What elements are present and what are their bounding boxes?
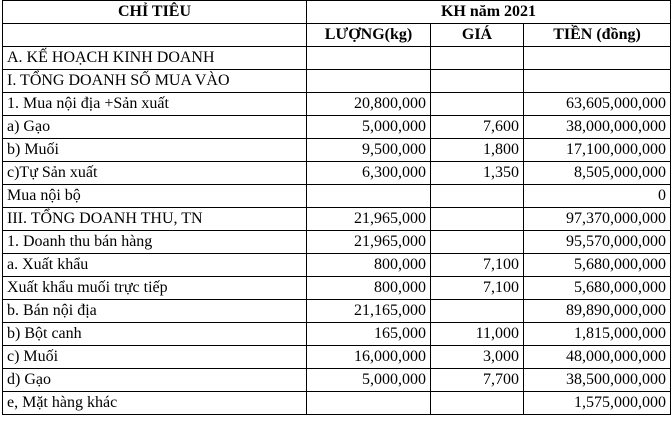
row-gia: [431, 47, 524, 70]
row-tien: 17,100,000,000: [524, 139, 671, 162]
table-row: [3, 369, 671, 392]
row-label: b. Bán nội địa: [3, 300, 307, 323]
row-gia: 7,700: [431, 369, 524, 392]
row-label: c)Tự Sản xuất: [3, 162, 307, 185]
table-row: [3, 139, 671, 162]
table-row: [3, 70, 671, 93]
row-luong: 800,000: [307, 254, 431, 277]
row-gia: 3,000: [431, 346, 524, 369]
row-luong: 16,000,000: [307, 346, 431, 369]
row-gia: 7,100: [431, 277, 524, 300]
row-luong: 5,000,000: [307, 369, 431, 392]
row-tien: 48,000,000,000: [524, 346, 671, 369]
row-label: III. TỔNG DOANH THU, TN: [3, 208, 307, 231]
row-gia: [431, 185, 524, 208]
row-luong: 21,165,000: [307, 300, 431, 323]
row-luong: 21,965,000: [307, 208, 431, 231]
row-gia: [431, 300, 524, 323]
table-row: [3, 116, 671, 139]
row-tien: [524, 70, 671, 93]
row-label: I. TỔNG DOANH SỐ MUA VÀO: [3, 70, 307, 93]
row-gia: [431, 93, 524, 116]
plan-table: [2, 0, 671, 415]
table-row: [3, 392, 671, 415]
table-row: [3, 185, 671, 208]
table-row: [3, 277, 671, 300]
row-luong: [307, 392, 431, 415]
table-body: [3, 47, 671, 415]
row-gia: [431, 392, 524, 415]
row-tien: 38,000,000,000: [524, 116, 671, 139]
row-tien: 0: [524, 185, 671, 208]
row-label: A. KẾ HOẠCH KINH DOANH: [3, 47, 307, 70]
row-tien: 1,575,000,000: [524, 392, 671, 415]
row-gia: [431, 208, 524, 231]
row-tien: 5,680,000,000: [524, 254, 671, 277]
row-label: 1. Doanh thu bán hàng: [3, 231, 307, 254]
row-luong: 6,300,000: [307, 162, 431, 185]
row-tien: 97,370,000,000: [524, 208, 671, 231]
row-tien: 38,500,000,000: [524, 369, 671, 392]
row-luong: 21,965,000: [307, 231, 431, 254]
table-row: [3, 208, 671, 231]
table-row: [3, 93, 671, 116]
row-label: a) Gạo: [3, 116, 307, 139]
table-row: [3, 231, 671, 254]
row-gia: [431, 70, 524, 93]
row-gia: [431, 231, 524, 254]
table-row: [3, 47, 671, 70]
table-row: [3, 346, 671, 369]
header-empty-cell: [3, 24, 307, 47]
header-gia: GIÁ: [431, 24, 524, 47]
row-luong: 800,000: [307, 277, 431, 300]
row-label: 1. Mua nội địa +Sản xuất: [3, 93, 307, 116]
row-gia: 1,350: [431, 162, 524, 185]
row-luong: [307, 70, 431, 93]
table-row: [3, 323, 671, 346]
row-tien: 1,815,000,000: [524, 323, 671, 346]
row-luong: [307, 185, 431, 208]
row-label: e, Mặt hàng khác: [3, 392, 307, 415]
header-row-2: [3, 24, 671, 47]
header-chi-tieu: CHỈ TIÊU: [3, 1, 307, 24]
row-gia: 11,000: [431, 323, 524, 346]
table-row: [3, 162, 671, 185]
row-tien: 89,890,000,000: [524, 300, 671, 323]
header-row-1: [3, 1, 671, 24]
row-gia: 7,100: [431, 254, 524, 277]
header-plan-year: KH năm 2021: [307, 1, 671, 24]
row-label: d) Gạo: [3, 369, 307, 392]
row-label: b) Bột canh: [3, 323, 307, 346]
row-label: Xuất khẩu muối trực tiếp: [3, 277, 307, 300]
row-tien: 95,570,000,000: [524, 231, 671, 254]
row-label: c) Muối: [3, 346, 307, 369]
row-label: b) Muối: [3, 139, 307, 162]
row-label: Mua nội bộ: [3, 185, 307, 208]
row-luong: [307, 47, 431, 70]
header-tien: TIỀN (đồng): [524, 24, 671, 47]
row-luong: 165,000: [307, 323, 431, 346]
row-label: a. Xuất khẩu: [3, 254, 307, 277]
row-gia: 7,600: [431, 116, 524, 139]
row-luong: 20,800,000: [307, 93, 431, 116]
row-tien: [524, 47, 671, 70]
row-tien: 63,605,000,000: [524, 93, 671, 116]
table-row: [3, 300, 671, 323]
row-luong: 9,500,000: [307, 139, 431, 162]
row-gia: 1,800: [431, 139, 524, 162]
row-tien: 8,505,000,000: [524, 162, 671, 185]
row-luong: 5,000,000: [307, 116, 431, 139]
header-luong: LƯỢNG(kg): [307, 24, 431, 47]
row-tien: 5,680,000,000: [524, 277, 671, 300]
table-row: [3, 254, 671, 277]
